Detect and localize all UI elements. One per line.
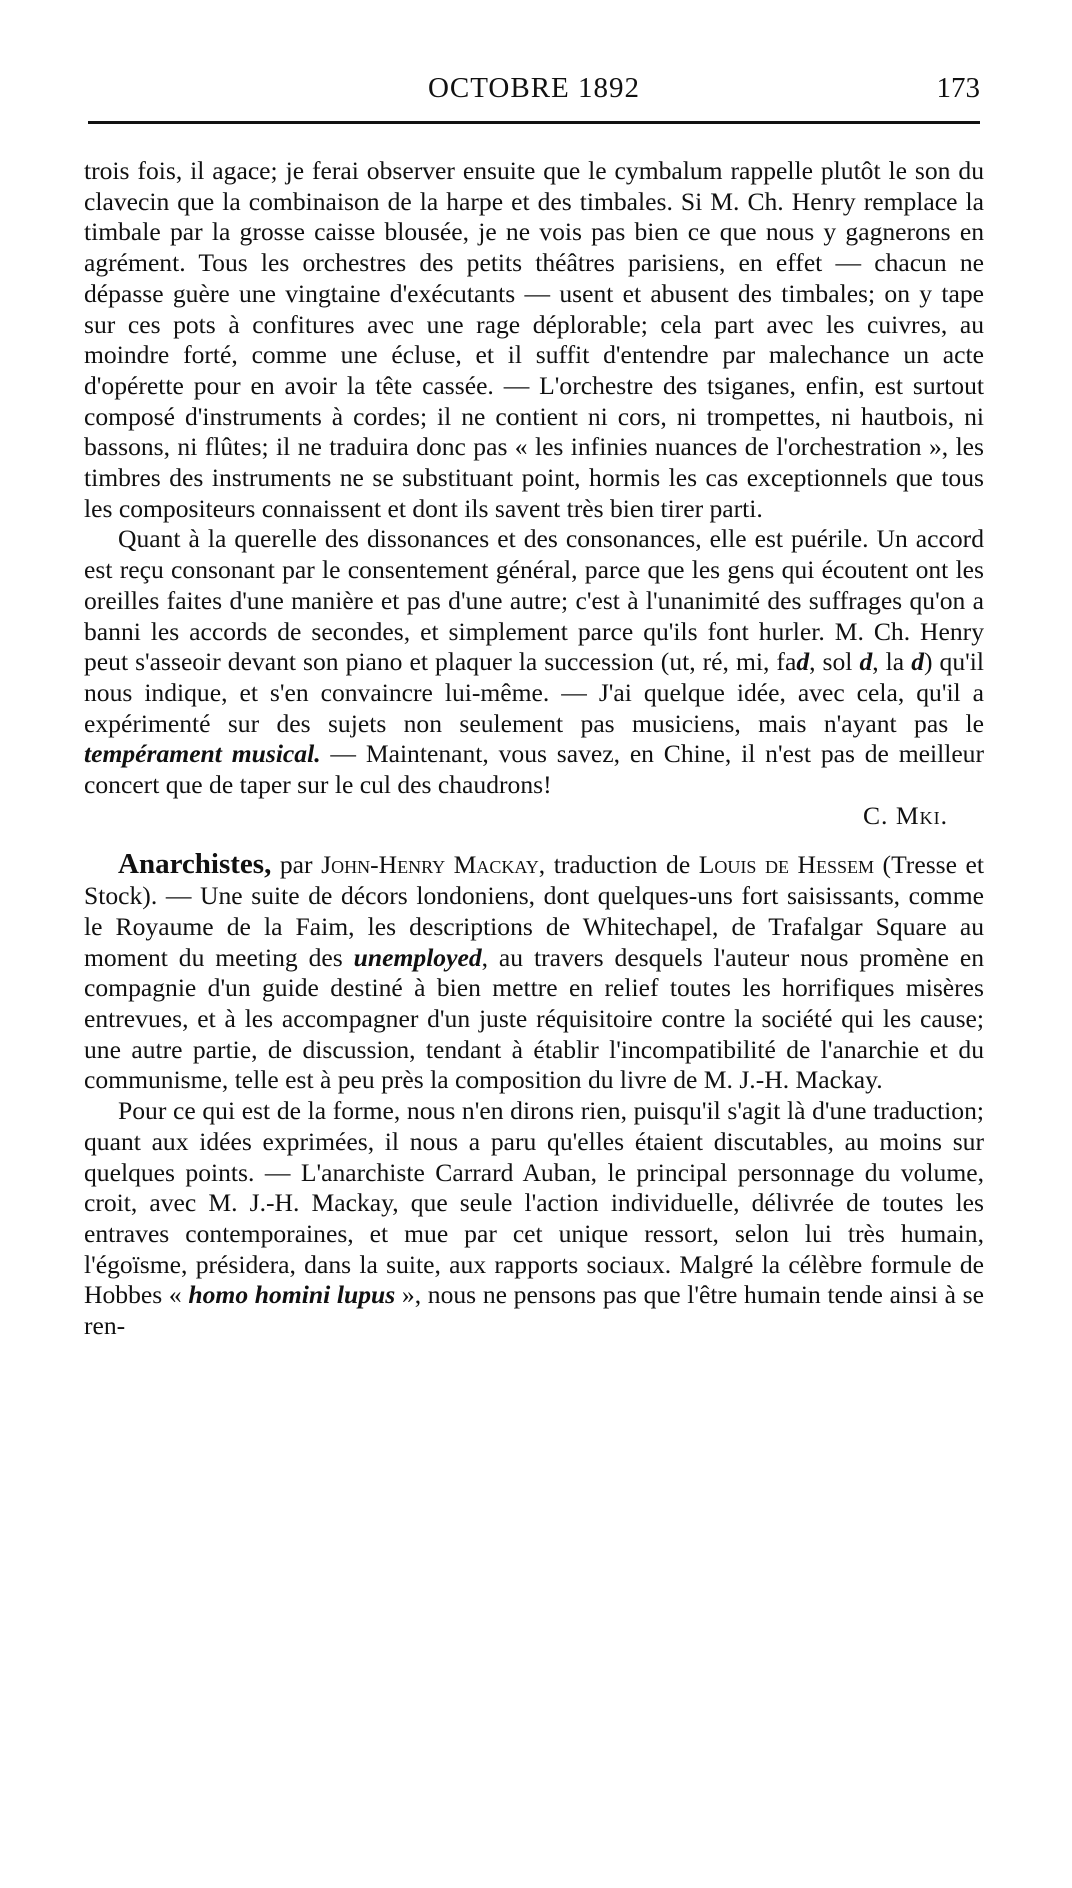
emphasis-temperament: tempérament musical. <box>84 739 321 769</box>
body-text <box>84 156 984 1342</box>
article-paragraph-2-text: ) qu'il nous indique, et s'en convaincre lui-même. — J'ai quelque idée, avec cela, qu'il a expérimenté sur des sujets non seulement pas musiciens, mais n'ayant pas le <box>84 647 984 738</box>
emphasis-latin-quote: homo homini lupus <box>188 1280 396 1310</box>
article-paragraph-2-text: , la <box>872 647 912 677</box>
emphasis-unemployed: unemployed <box>353 942 482 972</box>
article-paragraph-2 <box>84 524 984 800</box>
article-paragraph-1: trois fois, il agace; je ferai observer ensuite que le cymbalum rappelle plutôt le son du clavecin que la combinaison de la harpe et des timbales. Si M. Ch. Henry remplace la timbale par la grosse caisse blousée, je ne vois pas bien ce que nous y gagnerons en agrément. Tous les orchestres des petits théâtres parisiens, en effet — chacun ne dépasse guère une vingtaine d'exécutants — usent et abusent des timbales; on y tape sur ces pots à confitures avec une rage déplorable; cela part avec les cuivres, au moindre forté, comme une écluse, et il suffit d'entendre par malechance un acte d'opérette pour en avoir la tête cassée. — L'orchestre des tsiganes, enfin, est surtout composé d'instruments à cordes; il ne contient ni cors, ni trompettes, ni hautbois, ni bassons, ni flûtes; il ne traduira donc pas « les infinies nuances de l'orchestration », les timbres des instruments ne se substituant point, hormis les cas exceptionnels que tous les compositeurs connaissent et dont ils savent très bien tirer parti. <box>84 156 984 523</box>
article-paragraph-2-text: — Maintenant, vous savez, en Chine, il n'est pas de meilleur concert que de taper sur le cul des chaudrons! <box>84 739 985 800</box>
article-paragraph-2-text: Quant à la querelle des dissonances et des consonances, elle est puérile. Un accord est reçu consonant par le consentement général, parce que les gens qui écoutent ont les oreilles faites d'une manière et pas d'une autre; c'est à l'unanimité des suffrages qu'on a banni les accords de secondes, et simplement parce qu'ils font hurler. M. Ch. Henry peut s'asseoir devant son piano et plaquer la succession (ut, ré, mi, fa <box>84 524 984 677</box>
header-rule <box>88 121 980 124</box>
review-text: , au travers desquels l'auteur nous promène en compagnie d'un guide destiné à bien mettre en relief toutes les horrifiques misères entrevues, et à les accompagner d'un juste réquisitoire contre la société qui les cause; une autre partie, de discussion, tendant à établir l'incompatibilité de l'anarchie et du communisme, telle est à peu près la composition du livre de M. J.-H. Mackay. <box>84 942 984 1095</box>
review-text: , traduction de <box>538 850 699 880</box>
page-header <box>88 72 980 112</box>
article-paragraph-2-text: , sol <box>809 647 860 677</box>
article-signature: C. Mki. <box>862 800 948 830</box>
review-text: par <box>271 850 322 880</box>
flat-mark: d <box>859 647 873 677</box>
page-number: 173 <box>936 72 980 104</box>
running-title: OCTOBRE 1892 <box>427 72 641 104</box>
flat-mark: d <box>911 647 924 677</box>
review-translator: Louis de Hessem <box>698 850 874 880</box>
review-paragraph-1 <box>84 849 984 1096</box>
flat-mark: d <box>796 647 810 677</box>
review-text: », nous ne pensons pas que l'être humain tende ainsi à se ren- <box>84 1280 984 1341</box>
review-text: (Tresse et Stock). — Une suite de décors londoniens, dont quelques-uns fort saisissants, comme le Royaume de la Faim, les descriptions de Whitechapel, de Trafalgar Square au moment du meeting des <box>84 850 984 972</box>
review-author: John-Henry Mackay <box>321 850 539 880</box>
review-text: Pour ce qui est de la forme, nous n'en dirons rien, puisqu'il s'agit là d'une traduction; quant aux idées exprimées, il nous a paru qu'elles étaient discutables, au moins sur quelques points. — L'anarchiste Carrard Auban, le principal personnage du volume, croit, avec M. J.-H. Mackay, que seule l'action individuelle, délivrée de toutes les entraves contemporaines, et mue par cet unique ressort, selon lui très humain, l'égoïsme, présidera, dans la suite, aux rapports sociaux. Malgré la célèbre formule de Hobbes « <box>84 1096 984 1310</box>
review-title: Anarchistes, <box>118 848 272 881</box>
review-paragraph-2 <box>84 1096 984 1342</box>
